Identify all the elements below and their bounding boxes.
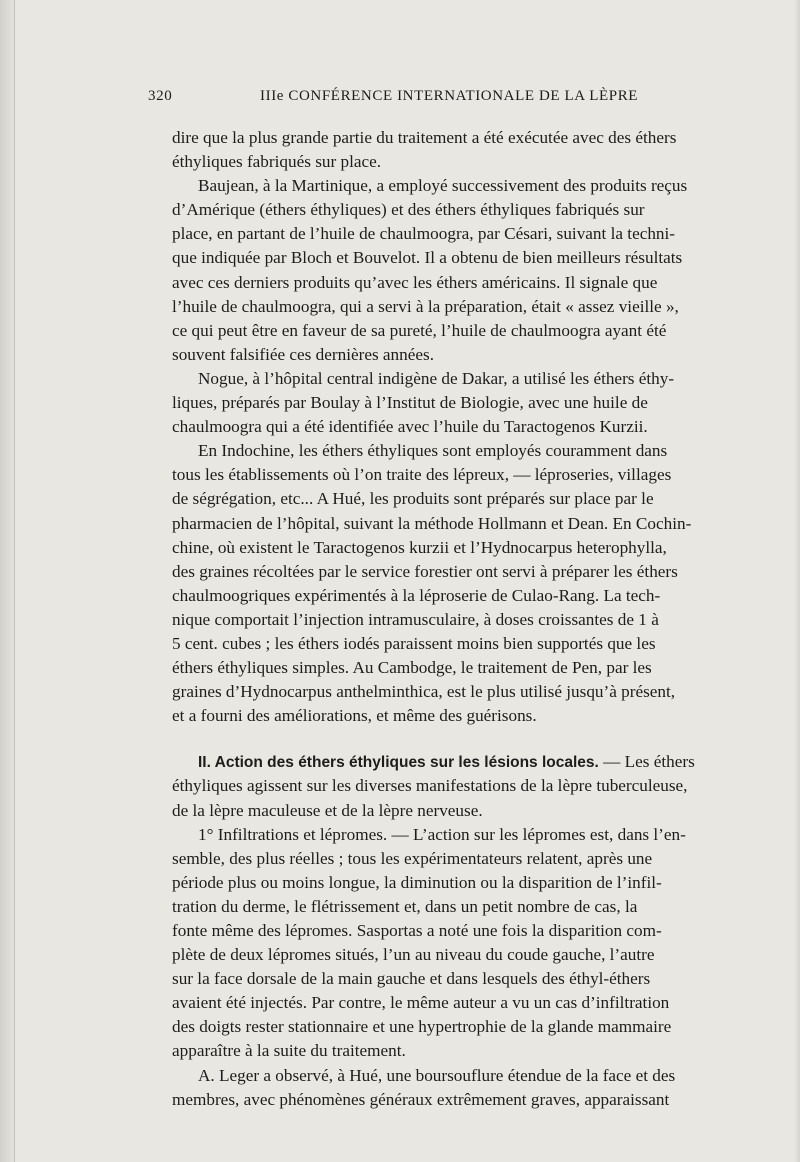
text-line: Nogue, à l’hôpital central indigène de Dakar, a utilisé les éthers éthy- — [198, 368, 675, 388]
text-line: place, en partant de l’huile de chaulmoogra, par Césari, suivant la techni- — [172, 224, 676, 244]
text-line: chine, où existent le Taractogenos kurzii et l’Hydnocarpus heterophylla, — [172, 537, 667, 557]
text-line: fonte même des lépromes. Sasportas a noté une fois la disparition com- — [172, 921, 662, 940]
text-line: que indiquée par Bloch et Bouvelot. Il a obtenu de bien meilleurs résultats — [172, 248, 683, 268]
text-line: période plus ou moins longue, la diminution ou la disparition de l’infil- — [172, 872, 662, 892]
text-line: des graines récoltées par le service forestier ont servi à préparer les éthers — [172, 561, 678, 581]
text-line: chaulmoogriques expérimentés à la léproserie de Culao-Rang. La tech- — [172, 585, 661, 605]
text-line: souvent falsifiée ces dernières années. — [172, 344, 434, 364]
paragraph-gap — [172, 728, 712, 750]
text-line: et a fourni des améliorations, et même des guérisons. — [172, 706, 537, 726]
text-line: dire que la plus grande partie du traitement a été exécutée avec des éthers — [172, 128, 677, 147]
text-line: avaient été injectés. Par contre, le même auteur a vu un cas d’infiltration — [172, 993, 670, 1013]
text-line: tration du derme, le flétrissement et, dans un petit nombre de cas, la — [172, 896, 638, 916]
scan-edge-line — [14, 0, 15, 1162]
text-line: membres, avec phénomènes généraux extrêmement graves, apparaissant — [172, 1089, 670, 1109]
text-line: des doigts rester stationnaire et une hypertrophie de la glande mammaire — [172, 1017, 672, 1037]
text-line: ce qui peut être en faveur de sa pureté, l’huile de chaulmoogra ayant été — [172, 320, 667, 340]
text-line: sur la face dorsale de la main gauche et dans lesquels des éthyl-éthers — [172, 969, 651, 989]
section-heading: II. Action des éthers éthyliques sur les lésions locales. — [198, 754, 599, 772]
text-line: nique comportait l’injection intramusculaire, à doses croissantes de 1 à — [172, 609, 659, 629]
text-line: semble, des plus réelles ; tous les expérimentateurs relatent, après une — [172, 848, 653, 868]
text-line: éthers éthyliques simples. Au Cambodge, le traitement de Pen, par les — [172, 658, 652, 678]
text-line: Baujean, à la Martinique, a employé successivement des produits reçus — [198, 176, 688, 196]
text-line: tous les établissements où l’on traite des lépreux, — léproseries, villages — [172, 465, 672, 485]
text-line: pharmacien de l’hôpital, suivant la méthode Hollmann et Dean. En Cochin- — [172, 513, 692, 533]
text-line: avec ces derniers produits qu’avec les éthers américains. Il signale que — [172, 272, 658, 292]
scan-right-edge — [794, 0, 800, 1162]
text-line: chaulmoogra qui a été identifiée avec l’huile du Taractogenos Kurzii. — [172, 417, 648, 437]
section-heading-line — [172, 750, 712, 774]
text-line: graines d’Hydnocarpus anthelminthica, est le plus utilisé jusqu’à présent, — [172, 682, 676, 702]
page-header — [148, 88, 639, 112]
text-line: éthyliques agissent sur les diverses manifestations de la lèpre tuberculeuse, — [172, 776, 688, 796]
text-line: liques, préparés par Boulay à l’Institut de Biologie, avec une huile de — [172, 393, 648, 413]
section-heading-continuation: — Les éthers — [598, 752, 695, 772]
text-line: éthyliques fabriqués sur place. — [172, 152, 382, 172]
text-line: de la lèpre maculeuse et de la lèpre nerveuse. — [172, 800, 483, 820]
text-line: A. Leger a observé, à Hué, une boursouflure étendue de la face et des — [198, 1065, 676, 1085]
text-line: apparaître à la suite du traitement. — [172, 1041, 406, 1061]
text-line: d’Amérique (éthers éthyliques) et des éthers éthyliques fabriqués sur — [172, 200, 645, 220]
scan-left-edge — [0, 0, 14, 1162]
text-line: de ségrégation, etc... A Hué, les produits sont préparés sur place par le — [172, 489, 654, 509]
page-number: 320 — [148, 88, 173, 104]
text-line: 1° Infiltrations et lépromes. — L’action sur les lépromes est, dans l’en- — [198, 824, 686, 844]
running-title: IIIe CONFÉRENCE INTERNATIONALE DE LA LÈPRE — [260, 88, 639, 104]
text-line: 5 cent. cubes ; les éthers iodés paraissent moins bien supportés que les — [172, 633, 656, 653]
text-line: En Indochine, les éthers éthyliques sont employés couramment dans — [198, 441, 668, 461]
text-line: plète de deux lépromes situés, l’un au niveau du coude gauche, l’autre — [172, 945, 655, 965]
body-text — [172, 126, 712, 1112]
text-line: l’huile de chaulmoogra, qui a servi à la préparation, était « assez vieille », — [172, 296, 679, 316]
